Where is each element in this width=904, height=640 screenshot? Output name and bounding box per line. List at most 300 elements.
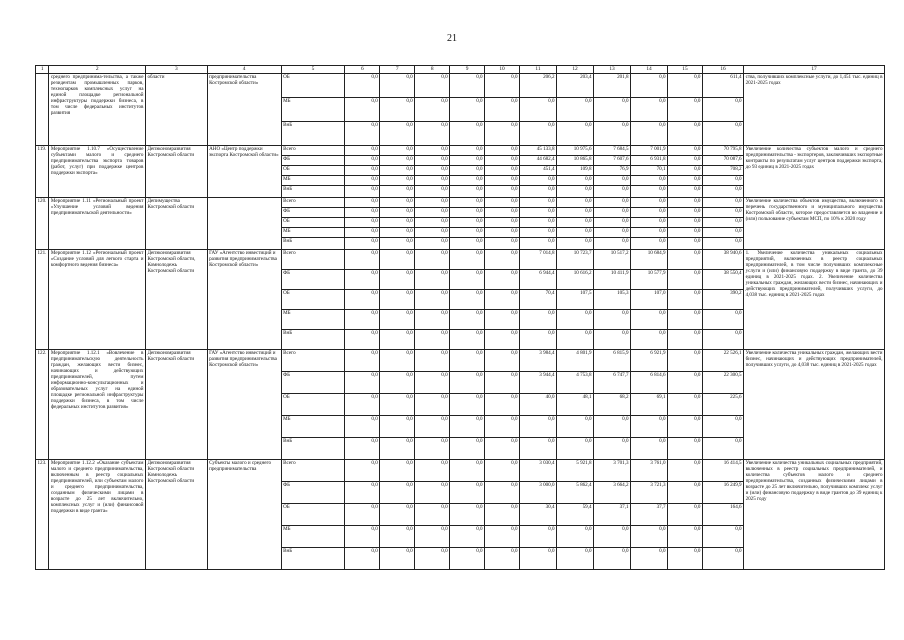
amount-cell: 0,0 (594, 330, 631, 350)
funding-source: Всего (281, 460, 345, 482)
amount-cell: 0,0 (450, 250, 485, 270)
column-header-12: 12 (557, 66, 594, 74)
activity-cell: Мероприятие 1.12 «Региональный проект «Создание условий для легкого старта и комфортного ведения бизнеса» (49, 250, 146, 350)
column-header-16: 16 (702, 66, 743, 74)
amount-cell: 0,0 (485, 156, 520, 166)
amount-cell: 70,1 (631, 166, 668, 176)
amount-cell: 4 753,8 (557, 372, 594, 394)
amount-cell: 0,0 (668, 416, 703, 438)
amount-cell: 10 975,6 (557, 146, 594, 156)
amount-cell: 0,0 (594, 526, 631, 548)
amount-cell: 0,0 (380, 372, 415, 394)
amount-cell: 0,0 (345, 482, 380, 504)
amount-cell: 0,0 (631, 208, 668, 218)
amount-cell: 0,0 (485, 290, 520, 310)
amount-cell: 0,0 (345, 416, 380, 438)
amount-cell: 0,0 (485, 176, 520, 186)
amount-cell: 0,0 (557, 218, 594, 228)
amount-cell: 0,0 (520, 176, 557, 186)
amount-cell: 0,0 (485, 198, 520, 208)
amount-cell: 0,0 (520, 310, 557, 330)
amount-cell: 0,0 (415, 438, 450, 460)
participant-cell (207, 198, 281, 250)
amount-cell: 0,0 (485, 504, 520, 526)
column-header-9: 9 (450, 66, 485, 74)
amount-cell: 0,0 (380, 98, 415, 122)
amount-cell: 0,0 (380, 208, 415, 218)
amount-cell: 0,0 (485, 482, 520, 504)
amount-cell: 22 300,5 (702, 372, 743, 394)
funding-source: ВнБ (281, 548, 345, 570)
amount-cell: 0,0 (380, 176, 415, 186)
amount-cell: 3 701,3 (594, 460, 631, 482)
amount-cell: 0,0 (450, 290, 485, 310)
amount-cell: 0,0 (631, 218, 668, 228)
amount-cell: 0,0 (631, 310, 668, 330)
amount-cell: 0,0 (594, 122, 631, 146)
amount-cell: 0,0 (450, 238, 485, 250)
amount-cell: 0,0 (520, 438, 557, 460)
amount-cell: 69,1 (631, 394, 668, 416)
amount-cell: 0,0 (345, 372, 380, 394)
amount-cell: 0,0 (702, 198, 743, 208)
funding-source: ВнБ (281, 330, 345, 350)
amount-cell: 0,0 (485, 330, 520, 350)
amount-cell: 30,4 (520, 504, 557, 526)
amount-cell: 0,0 (380, 548, 415, 570)
amount-cell: 0,0 (594, 208, 631, 218)
amount-cell: 0,0 (345, 146, 380, 156)
indicator-cell: Увеличение количества объектов имущества, включенного в перечень государственного и муниципального имущества Костромской области, которое предоставляется во владение и (или) пользование субъектам МСП, по 10% к 2020 году (744, 198, 885, 250)
funding-source: ОБ (281, 166, 345, 176)
amount-cell: 0,0 (415, 394, 450, 416)
amount-cell: 68,2 (594, 394, 631, 416)
amount-cell: 0,0 (557, 176, 594, 186)
amount-cell: 0,0 (557, 310, 594, 330)
amount-cell: 0,0 (415, 504, 450, 526)
amount-cell: 0,0 (668, 186, 703, 198)
amount-cell: 0,0 (450, 504, 485, 526)
column-header-7: 7 (380, 66, 415, 74)
amount-cell: 0,0 (702, 186, 743, 198)
amount-cell: 10 865,8 (557, 156, 594, 166)
amount-cell: 0,0 (557, 548, 594, 570)
amount-cell: 0,0 (450, 416, 485, 438)
amount-cell: 0,0 (520, 526, 557, 548)
amount-cell: 0,0 (345, 548, 380, 570)
amount-cell: 6 815,9 (594, 350, 631, 372)
amount-cell: 0,0 (520, 330, 557, 350)
amount-cell: 0,0 (380, 156, 415, 166)
amount-cell: 0,0 (668, 208, 703, 218)
amount-cell: 0,0 (415, 146, 450, 156)
program-table (35, 65, 885, 570)
activity-cell: среднего предпринима-тельства, а также резидентам промышленных парков, технопарков комплексных услуг на единой площадке региональной инфраструктуры поддержки бизнеса, в том числе федеральных институтов развития (49, 74, 146, 146)
amount-cell: 0,0 (415, 270, 450, 290)
amount-cell: 0,0 (668, 250, 703, 270)
amount-cell: 0,0 (485, 74, 520, 98)
table-row (36, 350, 885, 372)
amount-cell: 0,0 (668, 290, 703, 310)
amount-cell: 0,0 (668, 526, 703, 548)
amount-cell: 0,0 (668, 156, 703, 166)
amount-cell: 0,0 (415, 98, 450, 122)
amount-cell: 0,0 (345, 166, 380, 176)
funding-source: ОБ (281, 290, 345, 310)
amount-cell: 0,0 (450, 176, 485, 186)
row-number: 119. (36, 146, 49, 198)
amount-cell: 225,6 (702, 394, 743, 416)
amount-cell: 201,8 (594, 74, 631, 98)
amount-cell: 0,0 (631, 198, 668, 208)
amount-cell: 0,0 (345, 270, 380, 290)
amount-cell: 0,0 (520, 416, 557, 438)
funding-source: Всего (281, 350, 345, 372)
amount-cell: 0,0 (450, 98, 485, 122)
amount-cell: 0,0 (345, 310, 380, 330)
amount-cell: 0,0 (520, 548, 557, 570)
amount-cell: 0,0 (415, 238, 450, 250)
column-header-3: 3 (145, 66, 207, 74)
amount-cell: 164,6 (702, 504, 743, 526)
amount-cell: 0,0 (345, 238, 380, 250)
amount-cell: 107,0 (631, 290, 668, 310)
amount-cell: 0,0 (520, 238, 557, 250)
amount-cell: 0,0 (380, 350, 415, 372)
amount-cell: 0,0 (345, 394, 380, 416)
amount-cell: 0,0 (668, 438, 703, 460)
amount-cell: 0,0 (668, 394, 703, 416)
amount-cell: 0,0 (450, 350, 485, 372)
indicator-cell: Увеличение количества уникальных социальных предприятий, включенных в реестр социальных предпринимателей, и количества субъектов малого и среднего предпринимательства, созданных физическими лицами в возрасте до 25 лет включительно, получивших комплекс услуг и (или) финансовую поддержку в виде грантов до 39 единиц к 2025 году (744, 460, 885, 570)
amount-cell: 0,0 (631, 330, 668, 350)
amount-cell: 0,0 (380, 330, 415, 350)
amount-cell: 0,0 (450, 218, 485, 228)
amount-cell: 0,0 (415, 218, 450, 228)
row-number: 120. (36, 198, 49, 250)
amount-cell: 0,0 (485, 98, 520, 122)
amount-cell: 0,0 (345, 350, 380, 372)
column-header-5: 5 (281, 66, 345, 74)
amount-cell: 0,0 (668, 74, 703, 98)
funding-source: ФБ (281, 208, 345, 218)
executor-cell: Депэкономразвития Костромской области (145, 350, 207, 460)
activity-cell: Мероприятие 1.10.7 «Осуществление субъектами малого и среднего предпринимательства экспорта товаров (работ, услуг) при поддержке центров поддержки экспорта» (49, 146, 146, 198)
activity-cell: Мероприятие 1.12.1 «Вовлечение в предпринимательскую деятельность граждан, желающих вести бизнес, начинающих и действующих предпринимателей, путем информационно-консультационных и образовательных услуг на единой площадке региональной инфраструктуры поддержки бизнеса, в том числе федеральных институтов развития» (49, 350, 146, 460)
amount-cell: 0,0 (485, 416, 520, 438)
amount-cell: 38 940,6 (702, 250, 743, 270)
amount-cell: 0,0 (485, 122, 520, 146)
amount-cell: 0,0 (631, 416, 668, 438)
amount-cell: 48,1 (557, 394, 594, 416)
amount-cell: 0,0 (702, 122, 743, 146)
funding-source: ОБ (281, 218, 345, 228)
amount-cell: 0,0 (450, 310, 485, 330)
amount-cell: 0,0 (702, 238, 743, 250)
amount-cell: 0,0 (668, 238, 703, 250)
amount-cell: 4 801,9 (557, 350, 594, 372)
amount-cell: 0,0 (631, 122, 668, 146)
column-header-4: 4 (207, 66, 281, 74)
column-header-8: 8 (415, 66, 450, 74)
column-header-6: 6 (345, 66, 380, 74)
amount-cell: 0,0 (380, 416, 415, 438)
amount-cell: 0,0 (485, 218, 520, 228)
amount-cell: 0,0 (668, 330, 703, 350)
amount-cell: 0,0 (345, 208, 380, 218)
amount-cell: 0,0 (668, 482, 703, 504)
amount-cell: 0,0 (415, 122, 450, 146)
amount-cell: 0,0 (594, 198, 631, 208)
amount-cell: 0,0 (345, 438, 380, 460)
participant-cell: Субъекты малого и среднего предпринимательства (207, 460, 281, 570)
amount-cell: 0,0 (702, 218, 743, 228)
executor-cell: Депэкономразвития Костромской области Комнолодежь Костромской области (145, 460, 207, 570)
amount-cell: 0,0 (450, 166, 485, 176)
amount-cell: 59,4 (557, 504, 594, 526)
funding-source: ОБ (281, 394, 345, 416)
amount-cell: 0,0 (668, 310, 703, 330)
amount-cell: 10 577,9 (631, 270, 668, 290)
amount-cell: 0,0 (380, 290, 415, 310)
indicator-cell: ства, получивших комплексные услуги, до 1,451 тыс. единиц в 2021-2025 годах (744, 74, 885, 146)
amount-cell: 206,2 (520, 74, 557, 98)
row-number: 121. (36, 250, 49, 350)
amount-cell: 0,0 (485, 526, 520, 548)
funding-source: Всего (281, 250, 345, 270)
amount-cell: 0,0 (415, 208, 450, 218)
activity-cell: Мероприятие 1.12.2 «Оказание субъектам малого и среднего предпринимательства, включенным в реестр социальных предпринимателей, или субъектам малого и среднего предпринимательства, созданным физическими лицами в возрасте до 25 лет включительно, комплексных услуг и (или) финансовой поддержки в виде гранта» (49, 460, 146, 570)
amount-cell: 0,0 (345, 460, 380, 482)
funding-source: ВнБ (281, 238, 345, 250)
amount-cell: 6 931,8 (631, 156, 668, 166)
executor-cell: Депэкономразвития Костромской области (145, 146, 207, 198)
participant-cell: предпринимательства Костромской области» (207, 74, 281, 146)
amount-cell: 0,0 (557, 228, 594, 238)
amount-cell: 0,0 (557, 186, 594, 198)
amount-cell: 0,0 (668, 372, 703, 394)
amount-cell: 0,0 (520, 208, 557, 218)
amount-cell: 0,0 (485, 438, 520, 460)
amount-cell: 0,0 (450, 198, 485, 208)
amount-cell: 0,0 (485, 350, 520, 372)
amount-cell: 76,9 (594, 166, 631, 176)
amount-cell: 0,0 (594, 438, 631, 460)
amount-cell: 0,0 (345, 290, 380, 310)
table-row (36, 460, 885, 482)
amount-cell: 0,0 (450, 146, 485, 156)
amount-cell: 390,2 (702, 290, 743, 310)
amount-cell: 0,0 (415, 372, 450, 394)
amount-cell: 0,0 (557, 122, 594, 146)
amount-cell: 0,0 (631, 176, 668, 186)
amount-cell: 0,0 (380, 526, 415, 548)
amount-cell: 0,0 (415, 482, 450, 504)
amount-cell: 0,0 (631, 98, 668, 122)
amount-cell: 0,0 (450, 270, 485, 290)
amount-cell: 0,0 (485, 238, 520, 250)
amount-cell: 0,0 (668, 176, 703, 186)
executor-cell: области (145, 74, 207, 146)
amount-cell: 10 411,9 (594, 270, 631, 290)
amount-cell: 10 616,2 (557, 270, 594, 290)
amount-cell: 0,0 (557, 238, 594, 250)
amount-cell: 203,4 (557, 74, 594, 98)
amount-cell: 10 517,2 (594, 250, 631, 270)
column-header-15: 15 (668, 66, 703, 74)
amount-cell: 0,0 (485, 548, 520, 570)
amount-cell: 0,0 (631, 74, 668, 98)
amount-cell: 0,0 (594, 310, 631, 330)
amount-cell: 0,0 (345, 156, 380, 166)
funding-source: МБ (281, 310, 345, 330)
amount-cell: 0,0 (631, 526, 668, 548)
amount-cell: 0,0 (345, 176, 380, 186)
amount-cell: 0,0 (485, 460, 520, 482)
amount-cell: 0,0 (345, 74, 380, 98)
amount-cell: 0,0 (485, 146, 520, 156)
participant-cell: ГАУ «Агентство инвестиций и развития предпринимательства Костромской области» (207, 350, 281, 460)
amount-cell: 7 001,9 (631, 146, 668, 156)
amount-cell: 0,0 (557, 198, 594, 208)
amount-cell: 0,0 (520, 218, 557, 228)
amount-cell: 0,0 (702, 548, 743, 570)
amount-cell: 0,0 (485, 310, 520, 330)
amount-cell: 0,0 (415, 176, 450, 186)
amount-cell: 0,0 (520, 122, 557, 146)
amount-cell: 70,4 (520, 290, 557, 310)
amount-cell: 0,0 (415, 156, 450, 166)
amount-cell: 0,0 (631, 228, 668, 238)
amount-cell: 0,0 (380, 438, 415, 460)
table-row (36, 198, 885, 208)
amount-cell: 0,0 (485, 208, 520, 218)
amount-cell: 0,0 (485, 166, 520, 176)
amount-cell: 0,0 (380, 186, 415, 198)
amount-cell: 0,0 (702, 330, 743, 350)
column-header-1: 1 (36, 66, 49, 74)
amount-cell: 0,0 (702, 438, 743, 460)
row-number: 122. (36, 350, 49, 460)
amount-cell: 0,0 (415, 166, 450, 176)
amount-cell: 7 684,5 (594, 146, 631, 156)
amount-cell: 0,0 (345, 526, 380, 548)
page-number: 21 (447, 33, 457, 44)
amount-cell: 0,0 (380, 228, 415, 238)
table-row (36, 146, 885, 156)
column-header-17: 17 (744, 66, 885, 74)
indicator-cell: Увеличение количества уникальных граждан, желающих вести бизнес, начинающих и действующих предпринимателей, получивших услуги, до 4,038 тыс. единиц в 2021-2025 годах (744, 350, 885, 460)
amount-cell: 0,0 (415, 290, 450, 310)
amount-cell: 0,0 (485, 186, 520, 198)
participant-cell: ГАУ «Агентство инвестиций и развития предпринимательства Костромской области» (207, 250, 281, 350)
column-number-row (36, 66, 885, 74)
amount-cell: 0,0 (594, 416, 631, 438)
amount-cell: 6 921,9 (631, 350, 668, 372)
funding-source: ОБ (281, 74, 345, 98)
amount-cell: 45 133,8 (520, 146, 557, 156)
amount-cell: 40,0 (520, 394, 557, 416)
amount-cell: 0,0 (450, 330, 485, 350)
amount-cell: 0,0 (485, 228, 520, 238)
table-body (36, 74, 885, 570)
amount-cell: 0,0 (345, 504, 380, 526)
amount-cell: 0,0 (450, 156, 485, 166)
amount-cell: 0,0 (702, 176, 743, 186)
amount-cell: 0,0 (380, 250, 415, 270)
amount-cell: 0,0 (380, 270, 415, 290)
amount-cell: 0,0 (415, 198, 450, 208)
amount-cell: 0,0 (450, 372, 485, 394)
funding-source: Всего (281, 198, 345, 208)
amount-cell: 0,0 (450, 548, 485, 570)
amount-cell: 0,0 (485, 270, 520, 290)
column-header-13: 13 (594, 66, 631, 74)
amount-cell: 37,1 (594, 504, 631, 526)
funding-source: ФБ (281, 482, 345, 504)
amount-cell: 70 087,6 (702, 156, 743, 166)
amount-cell: 44 682,4 (520, 156, 557, 166)
amount-cell: 0,0 (450, 186, 485, 198)
column-header-2: 2 (49, 66, 146, 74)
amount-cell: 38 550,4 (702, 270, 743, 290)
amount-cell: 0,0 (702, 208, 743, 218)
row-number: 123. (36, 460, 49, 570)
amount-cell: 0,0 (345, 218, 380, 228)
amount-cell: 0,0 (345, 228, 380, 238)
amount-cell: 0,0 (594, 98, 631, 122)
amount-cell: 0,0 (415, 350, 450, 372)
amount-cell: 0,0 (668, 198, 703, 208)
amount-cell: 0,0 (380, 198, 415, 208)
amount-cell: 0,0 (668, 504, 703, 526)
amount-cell: 0,0 (345, 186, 380, 198)
amount-cell: 0,0 (415, 526, 450, 548)
amount-cell: 16 414,5 (702, 460, 743, 482)
activity-cell: Мероприятие 1.11 «Региональный проект «Улучшение условий ведения предпринимательской деятельности» (49, 198, 146, 250)
amount-cell: 0,0 (380, 166, 415, 176)
executor-cell: Депэкономразвития Костромской области, Комнолодежь Костромской области (145, 250, 207, 350)
funding-source: ВнБ (281, 122, 345, 146)
column-header-10: 10 (485, 66, 520, 74)
amount-cell: 0,0 (380, 482, 415, 504)
amount-cell: 0,0 (520, 186, 557, 198)
funding-source: ФБ (281, 270, 345, 290)
amount-cell: 0,0 (668, 548, 703, 570)
amount-cell: 0,0 (415, 228, 450, 238)
amount-cell: 0,0 (485, 394, 520, 416)
amount-cell: 3 984,4 (520, 350, 557, 372)
amount-cell: 0,0 (668, 98, 703, 122)
amount-cell: 0,0 (668, 218, 703, 228)
column-header-11: 11 (520, 66, 557, 74)
amount-cell: 6 814,6 (631, 372, 668, 394)
amount-cell: 105,3 (594, 290, 631, 310)
amount-cell: 0,0 (450, 482, 485, 504)
amount-cell: 0,0 (668, 146, 703, 156)
amount-cell: 0,0 (520, 98, 557, 122)
amount-cell: 0,0 (415, 416, 450, 438)
amount-cell: 22 526,1 (702, 350, 743, 372)
amount-cell: 0,0 (450, 438, 485, 460)
amount-cell: 0,0 (702, 228, 743, 238)
amount-cell: 0,0 (380, 74, 415, 98)
column-header-14: 14 (631, 66, 668, 74)
amount-cell: 0,0 (415, 74, 450, 98)
amount-cell: 3 761,0 (631, 460, 668, 482)
amount-cell: 5 862,4 (557, 482, 594, 504)
amount-cell: 0,0 (345, 330, 380, 350)
